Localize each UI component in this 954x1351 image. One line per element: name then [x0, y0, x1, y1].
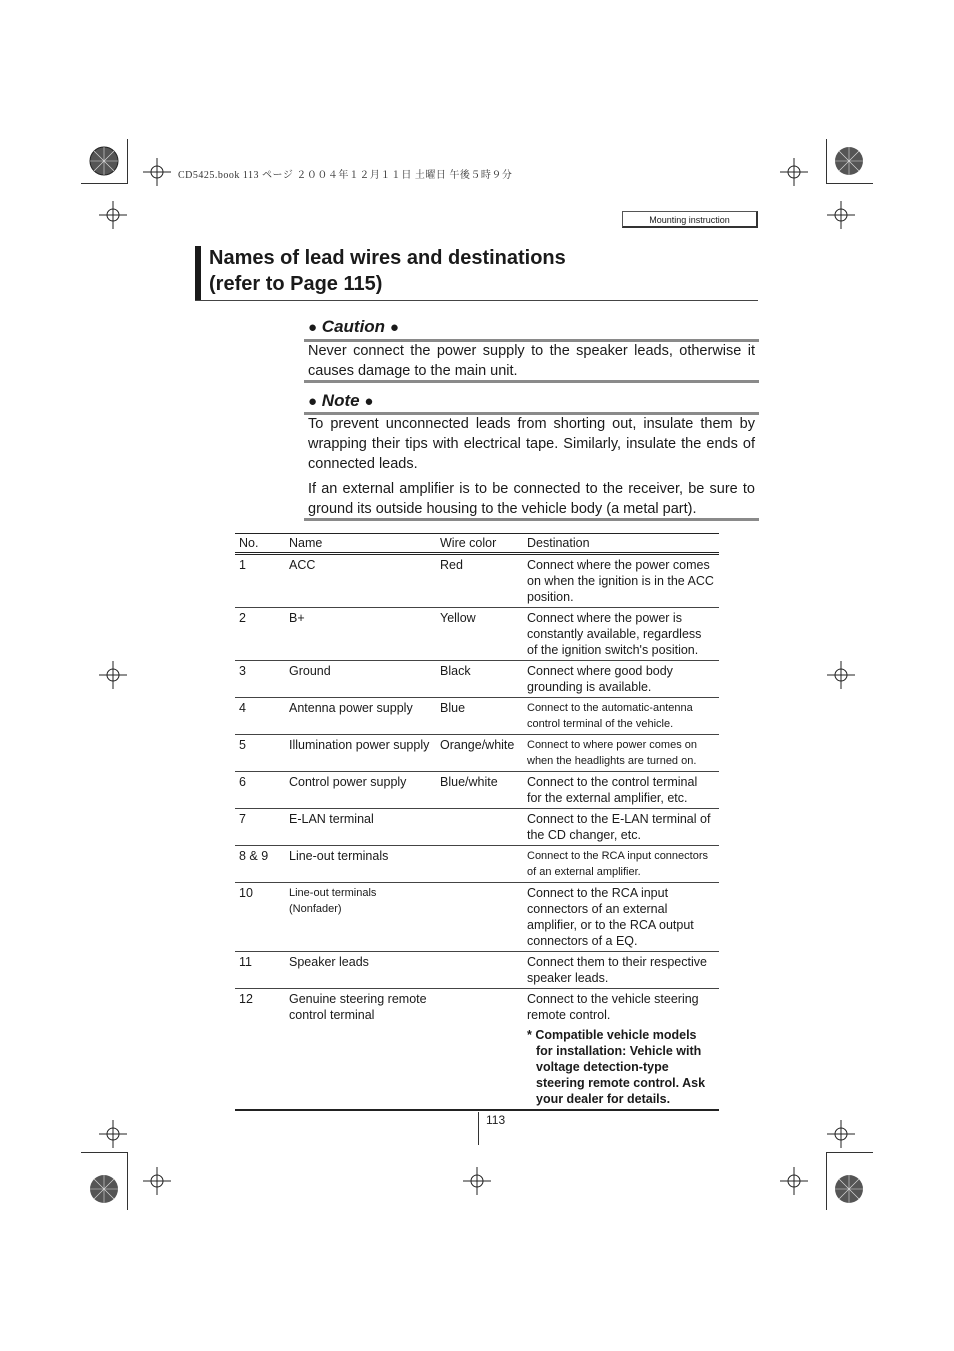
- table-row: [235, 554, 719, 608]
- title-bar: [195, 246, 201, 301]
- cell-destination: Connect to the E-LAN terminal of the CD changer, etc.: [523, 809, 719, 846]
- crop-line: [127, 1152, 128, 1210]
- bullet-icon: ●: [364, 393, 374, 410]
- crop-line: [826, 139, 827, 184]
- table-row: [235, 883, 719, 952]
- table-row: [235, 809, 719, 846]
- crosshair-mark-1: [143, 158, 171, 186]
- cell-wire-color: Black: [436, 661, 523, 698]
- lead-wire-table: [235, 533, 719, 1111]
- crosshair-mark-7: [99, 1120, 127, 1148]
- cell-name: Genuine steering remote control terminal: [285, 989, 436, 1111]
- cell-name: Line-out terminals: [285, 846, 436, 883]
- destination-text: Connect to the vehicle steering remote control.: [527, 992, 699, 1022]
- caution-heading: [308, 317, 399, 338]
- registration-mark-bottom-left: [88, 1173, 120, 1205]
- page-number: 113: [486, 1113, 506, 1127]
- cell-wire-color: Yellow: [436, 608, 523, 661]
- bullet-icon: ●: [308, 393, 318, 410]
- cell-no: 12: [235, 989, 285, 1111]
- cell-no: 11: [235, 952, 285, 989]
- cell-wire-color: [436, 952, 523, 989]
- table-row: [235, 989, 719, 1111]
- crosshair-mark-8: [827, 1120, 855, 1148]
- column-header-wire-color: Wire color: [436, 534, 523, 554]
- section-tab: Mounting instruction: [622, 211, 758, 228]
- column-header-destination: Destination: [523, 534, 719, 554]
- note-label: Note: [321, 391, 360, 410]
- page-number-rule: [478, 1112, 479, 1145]
- crop-line: [81, 183, 128, 184]
- cell-wire-color: [436, 809, 523, 846]
- cell-no: 10: [235, 883, 285, 952]
- crosshair-mark-3: [99, 201, 127, 229]
- cell-no: 5: [235, 735, 285, 772]
- cell-wire-color: Orange/white: [436, 735, 523, 772]
- cell-destination: Connect to the automatic-antenna control terminal of the vehicle.: [523, 698, 719, 735]
- cell-name: Ground: [285, 661, 436, 698]
- crop-line: [127, 139, 128, 184]
- cell-no: 4: [235, 698, 285, 735]
- table-row: [235, 698, 719, 735]
- cell-destination: Connect to the RCA input connectors of an external amplifier, or to the RCA output connectors of a EQ.: [523, 883, 719, 952]
- page-title: [209, 245, 566, 297]
- cell-name: Line-out terminals (Nonfader): [285, 883, 436, 952]
- cell-name: Control power supply: [285, 772, 436, 809]
- crosshair-mark-9: [143, 1167, 171, 1195]
- cell-name: Illumination power supply: [285, 735, 436, 772]
- column-header-no: No.: [235, 534, 285, 554]
- print-header: CD5425.book 113 ページ ２００４年１２月１１日 土曜日 午後５時９分: [178, 170, 513, 181]
- table-row: [235, 608, 719, 661]
- crop-line: [826, 1152, 873, 1153]
- cell-destination: Connect them to their respective speaker leads.: [523, 952, 719, 989]
- note-heading: [308, 391, 373, 412]
- crosshair-mark-6: [827, 661, 855, 689]
- cell-no: 2: [235, 608, 285, 661]
- table-row: [235, 772, 719, 809]
- column-header-name: Name: [285, 534, 436, 554]
- table-row: [235, 952, 719, 989]
- cell-name: E-LAN terminal: [285, 809, 436, 846]
- cell-name: Antenna power supply: [285, 698, 436, 735]
- cell-destination: Connect to the control terminal for the external amplifier, etc.: [523, 772, 719, 809]
- cell-no: 6: [235, 772, 285, 809]
- cell-no: 1: [235, 554, 285, 608]
- crosshair-mark-5: [99, 661, 127, 689]
- crosshair-mark-10: [463, 1167, 491, 1195]
- caution-text: Never connect the power supply to the speaker leads, otherwise it causes damage to the main unit.: [308, 343, 755, 379]
- table-row: [235, 661, 719, 698]
- page-title-line1: Names of lead wires and destinations: [209, 247, 566, 269]
- cell-name: B+: [285, 608, 436, 661]
- compatibility-note: * Compatible vehicle models for installation: Vehicle with voltage detection-type steering remote control. Ask your dealer for details.: [527, 1028, 706, 1106]
- cell-no: 8 & 9: [235, 846, 285, 883]
- title-rule: [195, 300, 758, 301]
- table-row: [235, 735, 719, 772]
- crosshair-mark-2: [780, 158, 808, 186]
- cell-destination: Connect where good body grounding is available.: [523, 661, 719, 698]
- table-row: [235, 846, 719, 883]
- cell-destination: Connect where the power comes on when the ignition is in the ACC position.: [523, 554, 719, 608]
- crop-line: [826, 1152, 827, 1210]
- note-paragraph-2: If an external amplifier is to be connected to the receiver, be sure to ground its outside housing to the vehicle body (a metal part).: [308, 481, 755, 517]
- caution-rule-bottom: [304, 380, 759, 383]
- cell-wire-color: Red: [436, 554, 523, 608]
- cell-destination: Connect where the power is constantly available, regardless of the ignition switch's position.: [523, 608, 719, 661]
- crosshair-mark-4: [827, 201, 855, 229]
- cell-wire-color: [436, 846, 523, 883]
- cell-name: Speaker leads: [285, 952, 436, 989]
- bullet-icon: ●: [308, 319, 318, 336]
- note-rule-bottom: [304, 518, 759, 521]
- registration-mark-top-right: [833, 145, 865, 177]
- table-header-row: [235, 534, 719, 554]
- registration-mark-top-left: [88, 145, 120, 177]
- crosshair-mark-11: [780, 1167, 808, 1195]
- registration-mark-bottom-right: [833, 1173, 865, 1205]
- cell-destination: Connect to where power comes on when the headlights are turned on.: [523, 735, 719, 772]
- cell-no: 7: [235, 809, 285, 846]
- cell-wire-color: Blue/white: [436, 772, 523, 809]
- caution-label: Caution: [321, 317, 386, 336]
- cell-wire-color: [436, 883, 523, 952]
- note-paragraph-1: To prevent unconnected leads from shorting out, insulate them by wrapping their tips with electrical tape. Similarly, insulate the ends of connected leads.: [308, 416, 755, 472]
- crop-line: [826, 183, 873, 184]
- page-title-line2: (refer to Page 115): [209, 273, 383, 295]
- cell-destination: Connect to the RCA input connectors of an external amplifier.: [523, 846, 719, 883]
- cell-destination: [523, 989, 719, 1111]
- cell-wire-color: Blue: [436, 698, 523, 735]
- crop-line: [81, 1152, 128, 1153]
- bullet-icon: ●: [389, 319, 399, 336]
- cell-wire-color: [436, 989, 523, 1111]
- cell-name: ACC: [285, 554, 436, 608]
- cell-no: 3: [235, 661, 285, 698]
